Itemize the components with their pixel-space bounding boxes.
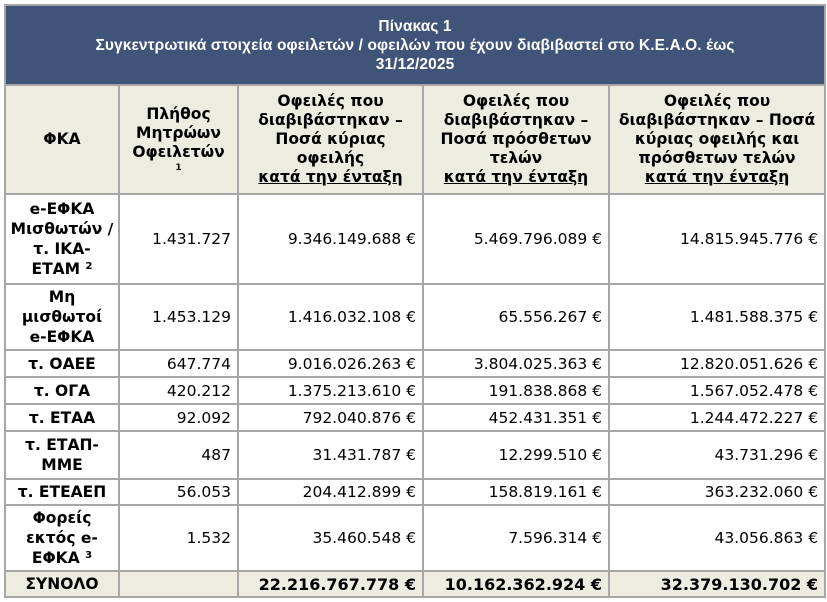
header-row <box>5 85 825 194</box>
row-total: 1.244.472.227 € <box>609 404 825 431</box>
row-debtors: 1.431.727 <box>119 194 238 284</box>
row-total: 43.731.296 € <box>609 431 825 479</box>
row-debtors: 56.053 <box>119 479 238 505</box>
header-principal: Οφειλές που διαβιβάστηκαν – Ποσά κύριας οφειλής κατά την ένταξη <box>238 85 423 194</box>
title-row <box>5 5 825 85</box>
row-total: 363.232.060 € <box>609 479 825 505</box>
table-row <box>5 431 825 479</box>
totals-total: 32.379.130.702 € <box>609 571 825 597</box>
table-row <box>5 377 825 404</box>
row-debtors: 1.532 <box>119 505 238 571</box>
header-fka: ΦΚΑ <box>5 85 119 194</box>
row-debtors: 1.453.129 <box>119 284 238 350</box>
table-row <box>5 479 825 505</box>
table-row <box>5 505 825 571</box>
row-fka: τ. ΕΤΑΠ-ΜΜΕ <box>5 431 119 479</box>
row-principal: 9.016.026.263 € <box>238 350 423 377</box>
table-row <box>5 404 825 431</box>
totals-label: ΣΥΝΟΛΟ <box>5 571 119 597</box>
row-principal: 9.346.149.688 € <box>238 194 423 284</box>
totals-surcharges: 10.162.362.924 € <box>423 571 609 597</box>
header-underline: κατά την ένταξη <box>258 168 403 186</box>
table-title-number: Πίνακας 1 <box>378 17 452 35</box>
row-surcharges: 7.596.314 € <box>423 505 609 571</box>
header-surcharges: Οφειλές που διαβιβάστηκαν – Ποσά πρόσθετων τελών κατά την ένταξη <box>423 85 609 194</box>
row-fka: τ. ΕΤΕΑΕΠ <box>5 479 119 505</box>
row-surcharges: 3.804.025.363 € <box>423 350 609 377</box>
table-row <box>5 194 825 284</box>
totals-principal: 22.216.767.778 € <box>238 571 423 597</box>
row-fka: e-ΕΦΚΑ Μισθωτών / τ. ΙΚΑ-ΕΤΑΜ $^2$ <box>5 194 119 284</box>
table-row <box>5 350 825 377</box>
row-total: 43.056.863 € <box>609 505 825 571</box>
row-principal: 31.431.787 € <box>238 431 423 479</box>
row-surcharges: 452.431.351 € <box>423 404 609 431</box>
row-debtors: 647.774 <box>119 350 238 377</box>
debts-summary-table <box>4 4 826 598</box>
row-fka: Μη μισθωτοί e-ΕΦΚΑ <box>5 284 119 350</box>
row-debtors: 487 <box>119 431 238 479</box>
row-principal: 1.375.213.610 € <box>238 377 423 404</box>
row-surcharges: 5.469.796.089 € <box>423 194 609 284</box>
row-principal: 1.416.032.108 € <box>238 284 423 350</box>
row-total: 12.820.051.626 € <box>609 350 825 377</box>
header-underline: κατά την ένταξη <box>443 168 589 186</box>
row-surcharges: 65.556.267 € <box>423 284 609 350</box>
row-total: 1.481.588.375 € <box>609 284 825 350</box>
header-total: Οφειλές που διαβιβάστηκαν – Ποσά κύριας οφειλής και πρόσθετων τελών κατά την ένταξη <box>609 85 825 194</box>
row-surcharges: 191.838.868 € <box>423 377 609 404</box>
header-underline: κατά την ένταξη <box>644 168 790 186</box>
row-debtors: 420.212 <box>119 377 238 404</box>
row-surcharges: 12.299.510 € <box>423 431 609 479</box>
row-total: 1.567.052.478 € <box>609 377 825 404</box>
totals-row <box>5 571 825 597</box>
table-title-description: Συγκεντρωτικά στοιχεία οφειλετών / οφειλών που έχουν διαβιβαστεί στο Κ.Ε.Α.Ο. έως <box>95 36 735 54</box>
row-fka: τ. ΕΤΑΑ <box>5 404 119 431</box>
table-row <box>5 284 825 350</box>
table-title-date: 31/12/2025 <box>375 55 455 73</box>
row-total: 14.815.945.776 € <box>609 194 825 284</box>
table-title <box>5 5 825 85</box>
row-principal: 35.460.548 € <box>238 505 423 571</box>
row-principal: 792.040.876 € <box>238 404 423 431</box>
row-debtors: 92.092 <box>119 404 238 431</box>
footnote-1: 1 <box>175 163 182 173</box>
header-debtors: Πλήθος Μητρώων Οφειλετών 1 <box>119 85 238 194</box>
row-fka: τ. ΟΑΕΕ <box>5 350 119 377</box>
row-fka: τ. ΟΓΑ <box>5 377 119 404</box>
row-surcharges: 158.819.161 € <box>423 479 609 505</box>
totals-debtors <box>119 571 238 597</box>
row-principal: 204.412.899 € <box>238 479 423 505</box>
row-fka: Φορείς εκτός e-ΕΦΚΑ $^3$ <box>5 505 119 571</box>
